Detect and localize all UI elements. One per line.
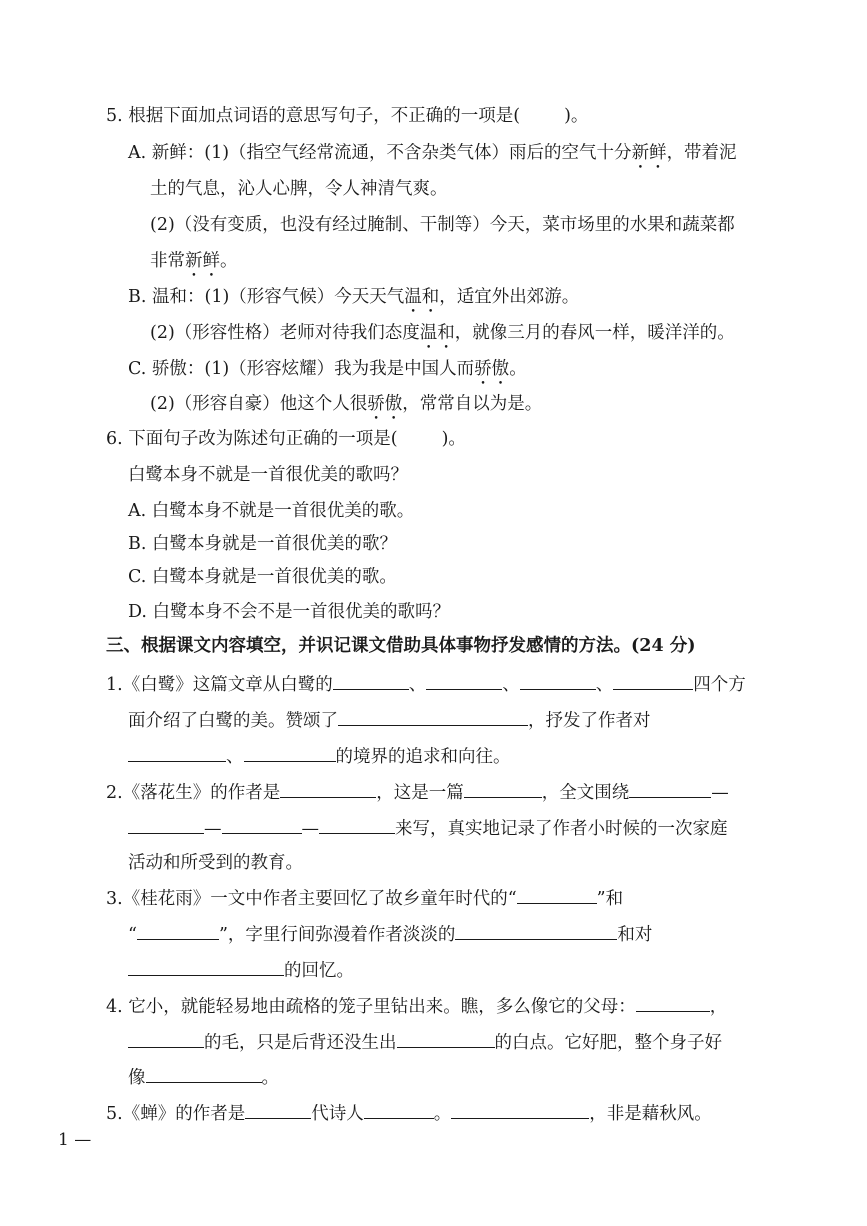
s3q3-line3: 的回忆。 [128,959,354,983]
fill-blank [128,745,226,762]
s3q1-line1: 1.《白鹭》这篇文章从白鹭的 、 、 、 四个方 [106,675,746,695]
fill-blank [451,1102,589,1119]
fill-blank [319,817,395,834]
fill-blank [520,673,596,690]
fill-blank [338,709,528,726]
fill-blank [280,781,376,798]
fill-blank [128,959,284,976]
q6-sentence: 白鹭本身不就是一首很优美的歌吗？ [128,465,408,485]
dotted-word: 温和 [419,323,455,343]
dotted-word: 新鲜 [185,251,220,271]
fill-blank [397,1031,495,1048]
q6-option-d: D. 白鹭本身不会不是一首很优美的歌吗？ [128,602,451,622]
fill-blank [244,745,336,762]
fill-blank [426,673,502,690]
q6-stem: 6. 下面句子改为陈述句正确的一项是( )。 [106,429,466,449]
q5-option-a-2: (2)（没有变质，也没有经过腌制、干制等）今天，菜市场里的水果和蔬菜都 [150,215,735,235]
s3q3-line2: “ ”，字里行间弥漫着作者淡淡的 和对 [128,925,653,945]
s3q4-line2: 的毛，只是后背还没生出 的白点。它好肥，整个身子好 [128,1031,722,1055]
q5-option-c-1: C. 骄傲：(1)（形容炫耀）我为我是中国人而骄傲。 [128,359,527,379]
s3q2-line3: 活动和所受到的教育。 [128,853,303,873]
s3q5-line1: 5.《蝉》的作者是 代诗人 。 ，非是藉秋风。 [106,1104,712,1124]
q6-option-a: A. 白鹭本身不就是一首很优美的歌。 [128,501,415,521]
s3q1-line2: 面介绍了白鹭的美。赞颂了 ，抒发了作者对 [128,711,651,731]
fill-blank [517,887,597,904]
dotted-word: 骄傲 [474,359,510,379]
s3q4-line1: 4. 它小，就能轻易地由疏格的笼子里钻出来。瞧，多么像它的父母： ， [106,997,728,1017]
page-number: 1 — [58,1130,92,1150]
dotted-word: 新鲜 [631,143,667,163]
fill-blank [137,923,219,940]
s3q1-line3: 、 的境界的追求和向往。 [128,745,511,769]
q5-option-b-1: B. 温和：(1)（形容气候）今天天气温和，适宜外出郊游。 [128,287,580,307]
q6-option-b: B. 白鹭本身就是一首很优美的歌？ [128,534,397,554]
s3q4-line3: 像 。 [128,1068,279,1088]
fill-blank [128,817,204,834]
s3q2-line2: — — 来写，真实地记录了作者小时候的一次家庭 [128,817,728,841]
dotted-word: 温和 [404,287,440,307]
q5-option-c-2: (2)（形容自豪）他这个人很骄傲，常常自以为是。 [150,394,543,414]
fill-blank [128,1031,204,1048]
q5-option-a-2-cont: 非常新鲜。 [150,251,238,271]
q5-stem: 5. 根据下面加点词语的意思写句子，不正确的一项是( )。 [106,106,589,126]
fill-blank [455,923,617,940]
q5-option-a-1-cont: 土的气息，沁人心脾，令人神清气爽。 [150,179,448,199]
fill-blank [364,1102,434,1119]
section-3-title: 三、根据课文内容填空，并识记课文借助具体事物抒发感情的方法。(24 分) [106,636,696,656]
q5-option-a-1: A. 新鲜：(1)（指空气经常流通，不含杂类气体）雨后的空气十分新鲜，带着泥 [128,143,737,163]
fill-blank [333,673,409,690]
dotted-word: 骄傲 [367,394,403,414]
fill-blank [222,817,302,834]
fill-blank [245,1102,311,1119]
s3q3-line1: 3.《桂花雨》一文中作者主要回忆了故乡童年时代的“ ”和 [106,889,624,909]
fill-blank [629,781,711,798]
fill-blank [636,995,710,1012]
fill-blank [146,1066,262,1083]
s3q2-line1: 2.《落花生》的作者是 ，这是一篇 ，全文围绕 — [106,783,729,803]
fill-blank [464,781,542,798]
q6-option-c: C. 白鹭本身就是一首很优美的歌。 [128,567,397,587]
q5-option-b-2: (2)（形容性格）老师对待我们态度温和，就像三月的春风一样，暖洋洋的。 [150,323,735,343]
fill-blank [613,673,693,690]
